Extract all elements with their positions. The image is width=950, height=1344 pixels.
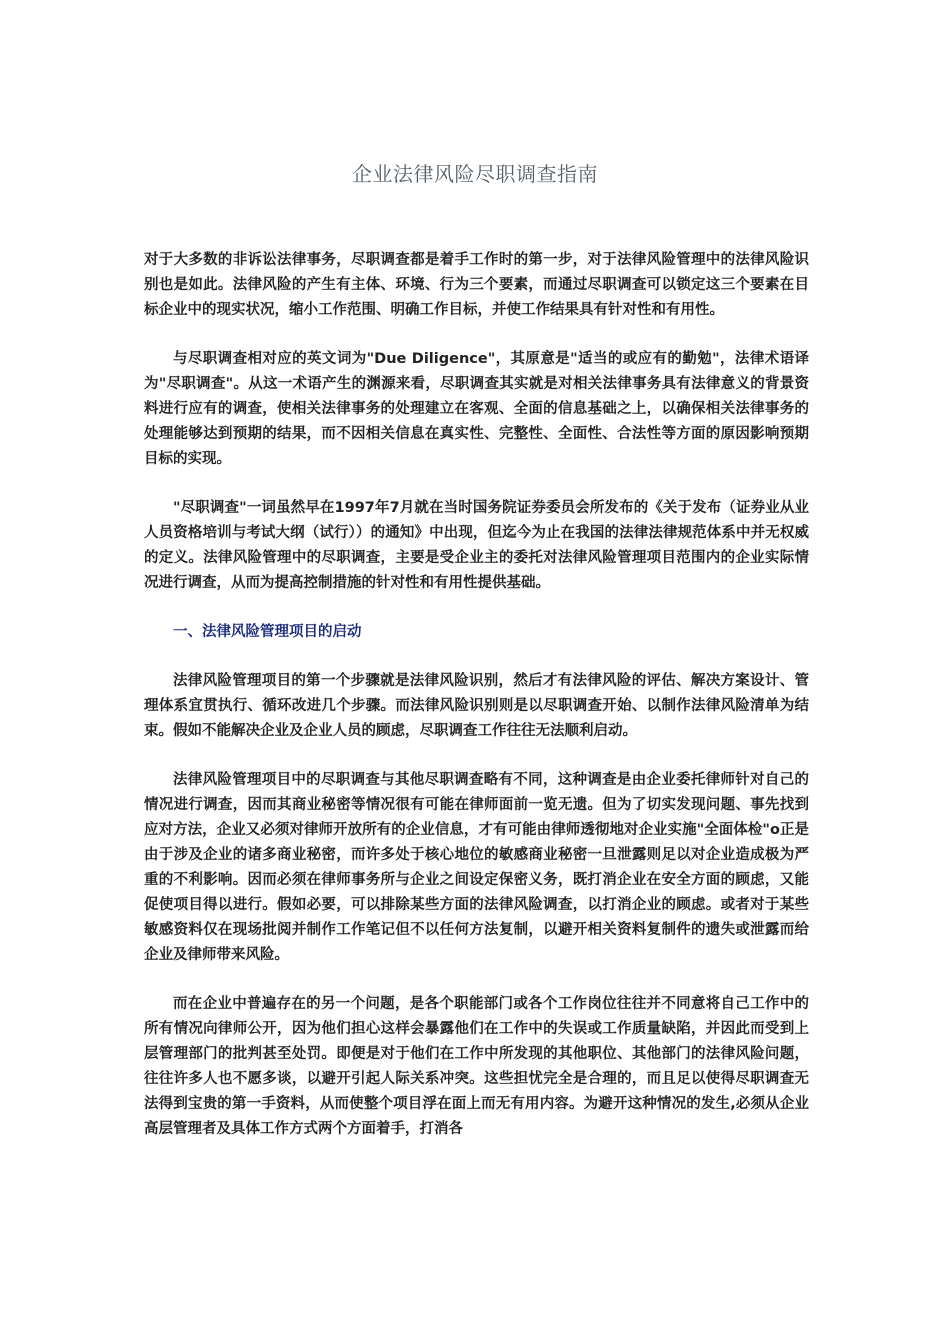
section-paragraph-3: 而在企业中普遍存在的另一个问题，是各个职能部门或各个工作岗位往往并不同意将自己工作中的所有情况向律师公开，因为他们担心这样会暴露他们在工作中的失误或工作质量缺陷，并因此而受到上层管理部门的批判甚至处罚。即便是对于他们在工作中所发现的其他职位、其他部门的法律风险问题，往往许多人也不愿多谈，以避开引起人际关系冲突。这些担忧完全是合理的，而且足以使得尽职调查无法得到宝贵的第一手资料，从而使整个项目浮在面上而无有用内容。为避开这种情况的发生,必须从企业高层管理者及具体工作方式两个方面着手，打消各 [144, 996, 809, 1137]
paragraph-1: 对于大多数的非诉讼法律事务，尽职调查都是着手工作时的第一步，对于法律风险管理中的法律风险识别也是如此。法律风险的产生有主体、环境、行为三个要素，而通过尽职调查可以锁定这三个要素在目标企业中的现实状况，缩小工作范围、明确工作目标，并使工作结果具有针对性和有用性。 [144, 252, 809, 318]
paragraph-3: "尽职调查"一词虽然早在1997年7月就在当时国务院证券委员会所发布的《关于发布（证券业从业人员资格培训与考试大纲（试行））的通知》中出现，但迄今为止在我国的法律法律规范体系中并无权威的定义。法律风险管理中的尽职调查，主要是受企业主的委托对法律风险管理项目范围内的企业实际情况进行调查，从而为提高控制措施的针对性和有用性提供基础。 [144, 500, 809, 591]
document-title: 企业法律风险尽职调查指南 [352, 162, 598, 186]
document-body [144, 248, 809, 1166]
section-heading: 一、法律风险管理项目的启动 [173, 624, 362, 640]
section-paragraph-2: 法律风险管理项目中的尽职调查与其他尽职调查略有不同，这种调查是由企业委托律师针对自己的情况进行调查，因而其商业秘密等情况很有可能在律师面前一览无遗。但为了切实发现问题、事先找到应对方法，企业又必须对律师开放所有的企业信息，才有可能由律师透彻地对企业实施"全面体检"o正是由于涉及企业的诸多商业秘密，而许多处于核心地位的敏感商业秘密一旦泄露则足以对企业造成极为严重的不利影响。因而必须在律师事务所与企业之间设定保密义务，既打消企业在安全方面的顾虑，又能促使项目得以进行。假如必要，可以排除某些方面的法律风险调查，以打消企业的顾虑。或者对于某些敏感资料仅在现场批阅并制作工作笔记但不以任何方法复制，以避开相关资料复制件的遗失或泄露而给企业及律师带来风险。 [144, 772, 809, 963]
paragraph-2: 与尽职调查相对应的英文词为"Due Diligence"，其原意是"适当的或应有的勤勉"，法律术语译为"尽职调查"。从这一术语产生的渊源来看，尽职调查其实就是对相关法律事务具有法律意义的背景资料进行应有的调查，使相关法律事务的处理建立在客观、全面的信息基础之上，以确保相关法律事务的处理能够达到预期的结果，而不因相关信息在真实性、完整性、全面性、合法性等方面的原因影响预期目标的实现。 [144, 351, 809, 467]
section-paragraph-1: 法律风险管理项目的第一个步骤就是法律风险识别，然后才有法律风险的评估、解决方案设计、管理体系宜贯执行、循环改进几个步骤。而法律风险识别则是以尽职调查开始、以制作法律风险清单为结束。假如不能解决企业及企业人员的顾虑，尽职调查工作往往无法顺利启动。 [144, 673, 809, 739]
